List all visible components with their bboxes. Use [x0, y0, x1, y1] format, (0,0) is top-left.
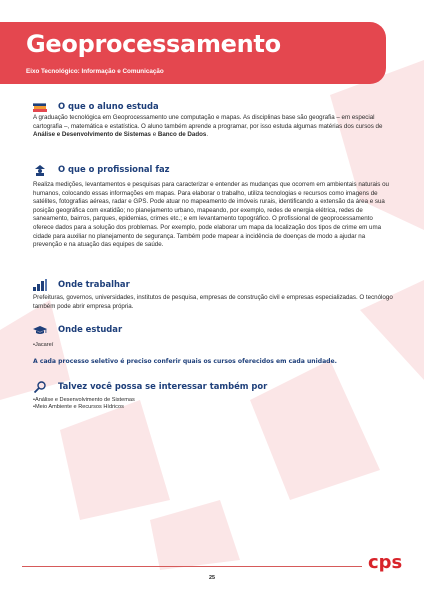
section-heading: Onde trabalhar	[58, 279, 130, 289]
related-courses-list	[33, 397, 135, 411]
chart-icon	[33, 278, 47, 290]
magnifier-icon	[33, 380, 47, 392]
page-title: Geoprocessamento	[26, 30, 281, 58]
professional-icon	[33, 163, 47, 175]
page-subtitle: Eixo Tecnológico: Informação e Comunicação	[26, 68, 164, 75]
list-item: • Meio Ambiente e Recursos Hídricos	[33, 404, 135, 411]
body-bold: Banco de Dados	[157, 131, 207, 139]
section-header-trabalhar	[33, 278, 130, 290]
section-heading: O que o profissional faz	[58, 164, 170, 174]
section-body-trabalhar: Prefeituras, governos, universidades, institutos de pesquisa, empresas de construção civil e empresas especializadas. O tecnólogo também pode abrir empresa própria.	[33, 294, 393, 310]
section-heading: O que o aluno estuda	[58, 101, 159, 111]
section-heading: Talvez você possa se interessar também por	[58, 381, 268, 391]
graduation-cap-icon	[33, 323, 47, 335]
body-text: .	[206, 131, 209, 139]
section-header-estudar	[33, 323, 122, 335]
section-header-interessar	[33, 380, 267, 392]
section-header-estuda	[33, 100, 159, 112]
body-bold: Análise e Desenvolvimento de Sistemas	[33, 131, 151, 139]
body-text: e	[150, 131, 158, 139]
section-header-faz	[33, 163, 170, 175]
section-heading: Onde estudar	[58, 324, 123, 334]
list-item: • Jacareí	[33, 342, 53, 349]
list-item: • Análise e Desenvolvimento de Sistemas	[33, 397, 135, 404]
section-body-faz: Realiza medições, levantamentos e pesquisas para caracterizar e entender as mudanças que ocorrem em ambientais naturais ou humanos, colocando essas informações em mapas. Para elaborar o trabalho, utiliza tecnologias e recursos como imagens de satélites, fotografias aéreas, radar e GPS. Pode atuar no mapeamento de imóveis rurais, identificando a extensão da área e sua posição geográfica com exatidão; no planejamento urbano, mapeando, por exemplo, redes de energia elétrica, redes de saneamento, bairros, parques, epidemias, crimes etc.; e em levantamento topográfico. O profissional de geoprocessamento oferece dados para a solução dos problemas. Por exemplo, pode elaborar um mapa da localização dos tipos de crime em uma cidade para auxiliar no planejamento de segurança. Também pode mapear a incidência de doenças de modo a ajudar na prevenção e na atuação das equipes de saúde.	[33, 181, 389, 249]
page-number: 25	[209, 575, 215, 581]
body-text: A graduação tecnológica em Geoprocessamento une computação e mapas. As disciplinas base são geografia – em especial cartografia –, matemática e estatística. O aluno também aprende a programar, por isso estuda algumas matérias dos cursos de	[33, 114, 383, 130]
svg-text:cps: cps	[368, 552, 403, 573]
campus-list	[33, 342, 53, 349]
books-icon	[33, 100, 47, 112]
section-body-estuda	[33, 114, 393, 140]
selection-note: A cada processo seletivo é preciso conferir quais os cursos oferecidos em cada unidade.	[33, 358, 337, 365]
